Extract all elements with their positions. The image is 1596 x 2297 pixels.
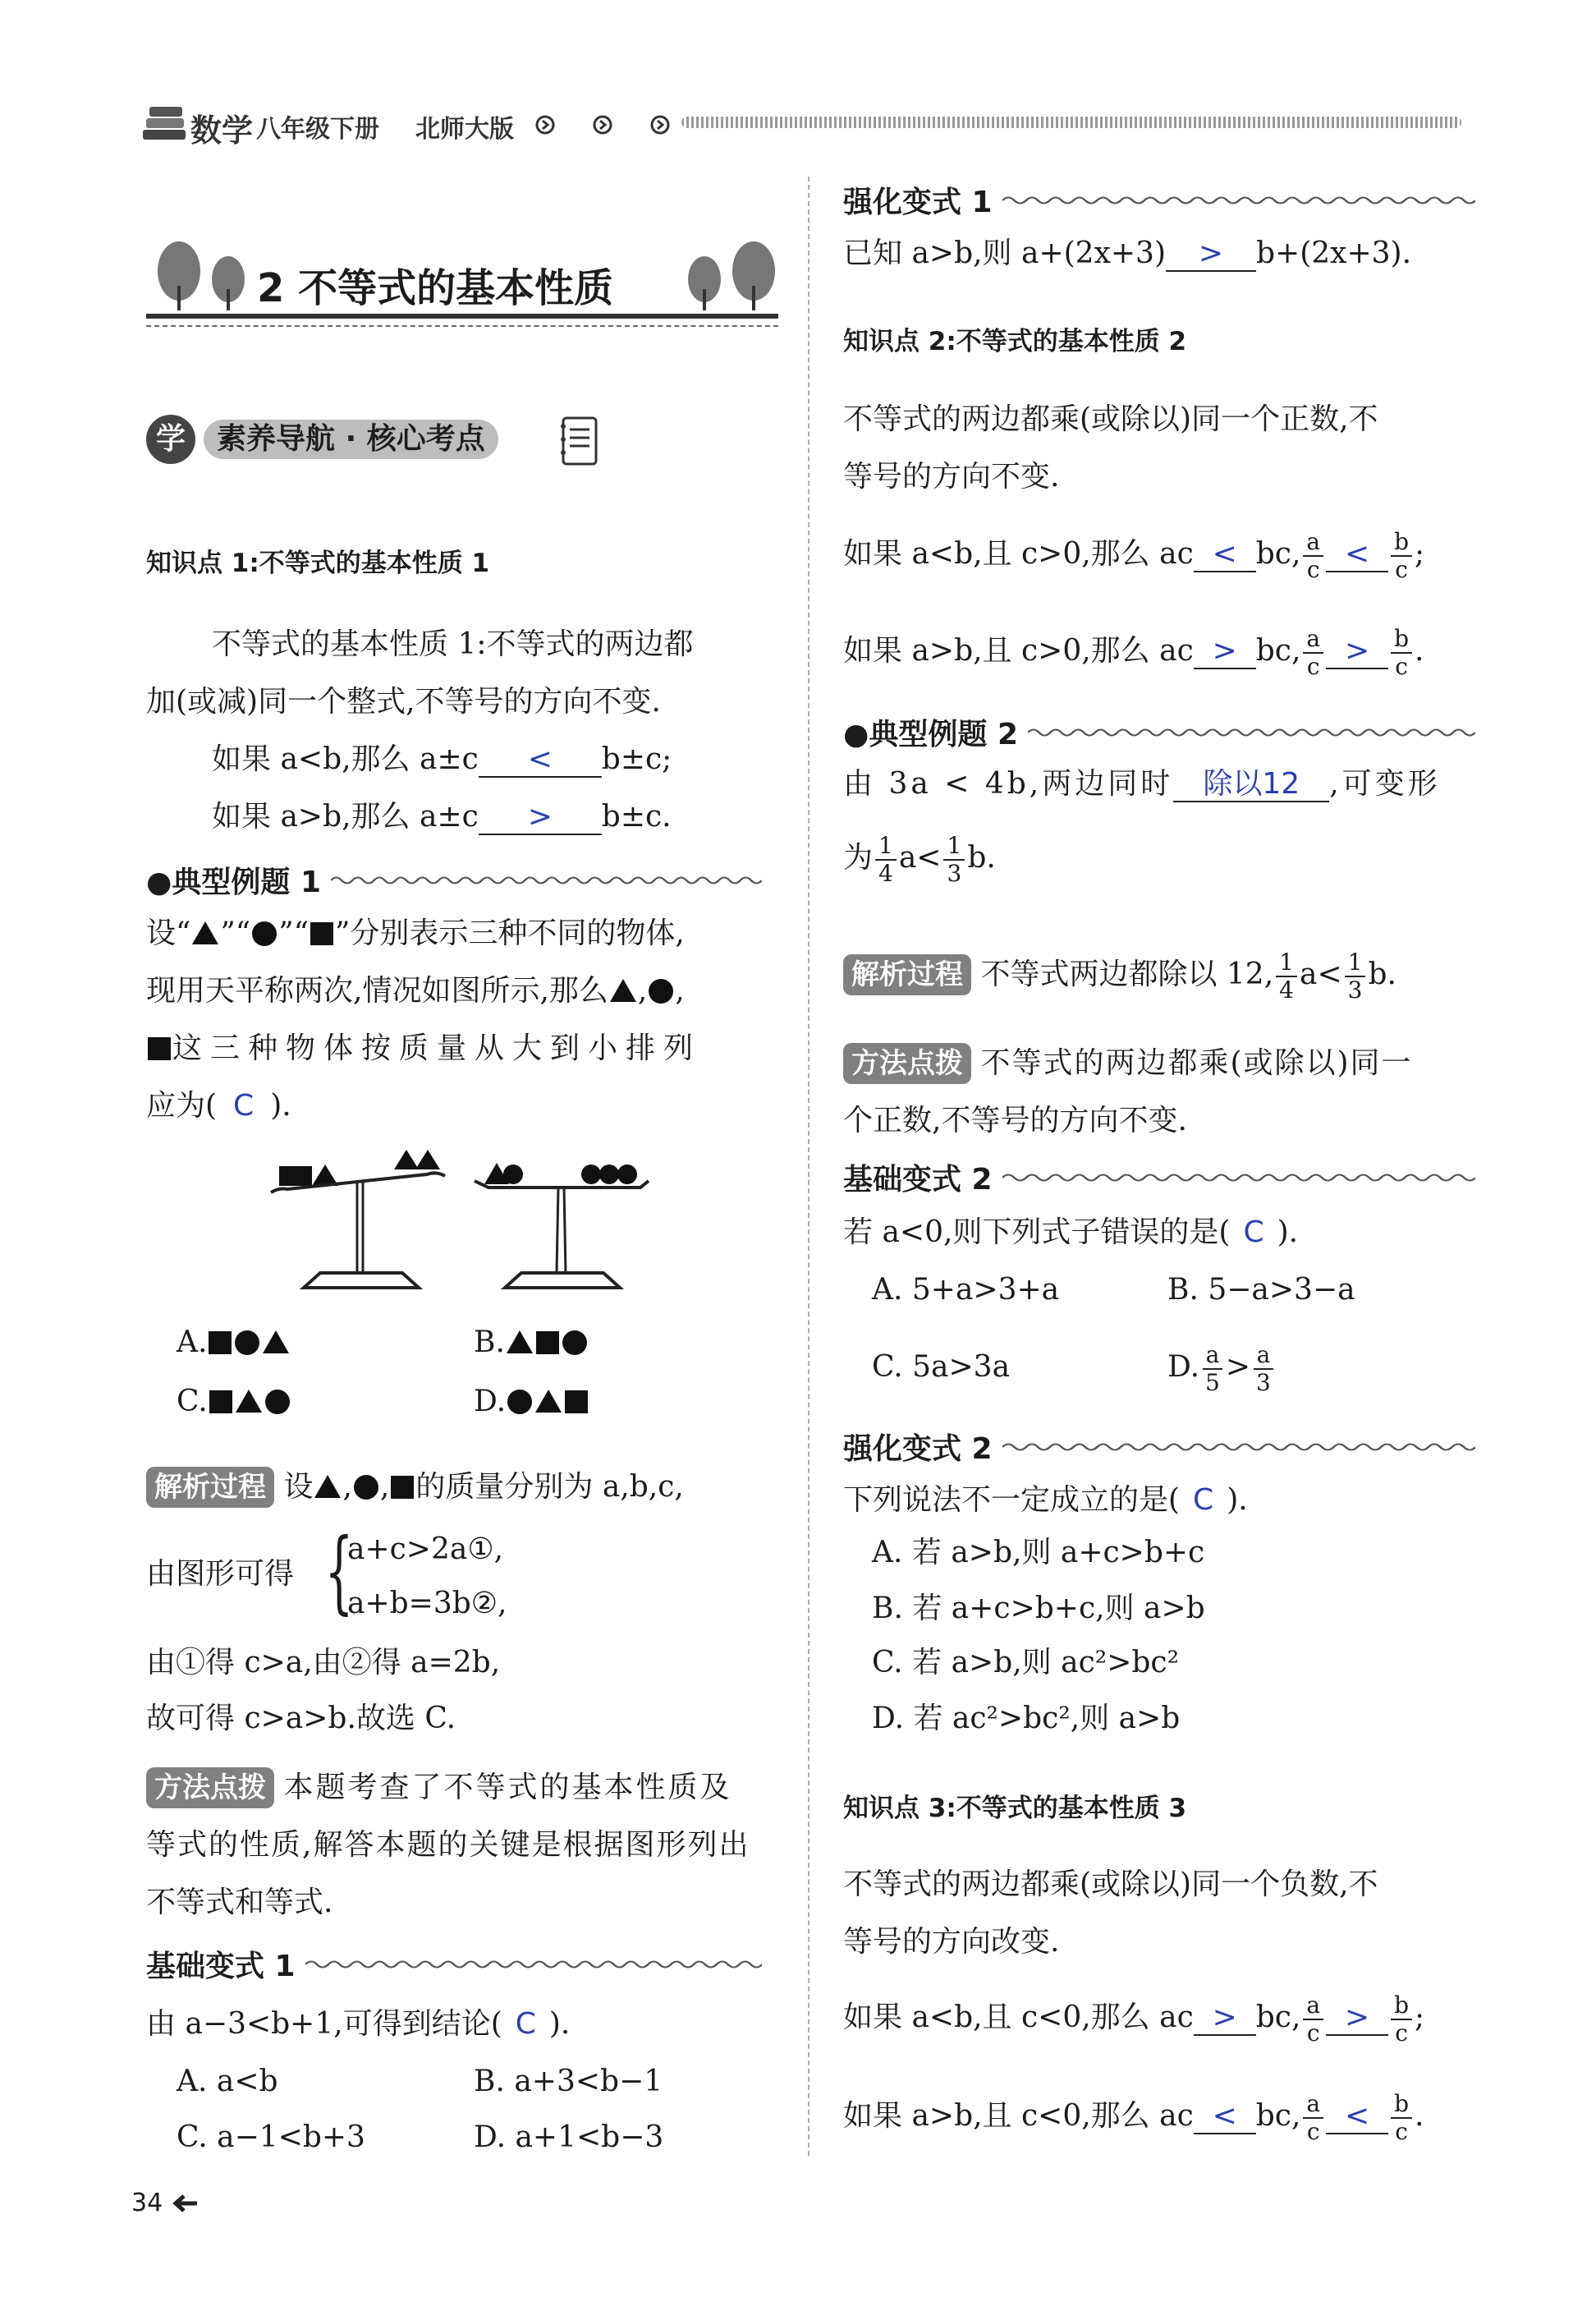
text: ).: [1227, 1483, 1248, 1517]
numerator: 1: [875, 833, 897, 861]
kp1-example-2: [212, 788, 672, 846]
circle-icon: [507, 1390, 532, 1414]
option-letter: A.: [177, 1325, 208, 1359]
denominator: 3: [1347, 976, 1363, 1004]
text: ,: [675, 974, 685, 1008]
fraction: [1303, 626, 1323, 680]
text: 如果 a>b,且 c<0,那么 ac: [843, 2099, 1194, 2133]
text: 如果 a>b,且 c>0,那么 ac: [843, 634, 1194, 668]
answer-choice[interactable]: C: [1193, 1483, 1214, 1517]
example1-heading: [146, 859, 762, 901]
basic2-option-a[interactable]: A. 5+a>3+a: [872, 1273, 1060, 1307]
text: b±c.: [601, 800, 672, 834]
fraction: [1303, 1992, 1323, 2047]
answer-blank[interactable]: 除以12: [1173, 768, 1329, 802]
basic1-option-d[interactable]: D. a+1<b−3: [474, 2120, 664, 2154]
fraction: [1303, 2091, 1323, 2145]
answer-blank[interactable]: >: [1326, 2001, 1388, 2036]
notebook-icon: [557, 415, 599, 467]
analysis-tag: 解析过程: [843, 954, 971, 995]
example2-heading: [843, 711, 1475, 753]
heading-text: 基础变式 2: [843, 1163, 993, 1197]
answer-choice[interactable]: C: [515, 2007, 536, 2041]
answer-blank[interactable]: <: [1326, 2100, 1388, 2134]
text: 由图形可得: [146, 1557, 295, 1591]
triangle-icon: [535, 1390, 562, 1413]
ex2-method-1: [843, 1035, 1413, 1092]
text: ”分别表示三种不同的物体,: [335, 917, 685, 950]
ex1-option-a[interactable]: [177, 1314, 291, 1371]
square-icon: [209, 1390, 232, 1413]
balance-scale-left: [271, 1150, 445, 1288]
fraction: [1391, 529, 1412, 583]
text: .: [1415, 2099, 1424, 2133]
adv2-option-d[interactable]: D. 若 ac²>bc²,则 a>b: [872, 1702, 1181, 1735]
text: b+(2x+3).: [1256, 237, 1412, 270]
numerator: 1: [1276, 949, 1297, 977]
triangle-icon: [610, 979, 636, 1002]
text: ).: [548, 2007, 571, 2041]
answer-choice[interactable]: C: [233, 1089, 255, 1123]
adv2-heading: [843, 1426, 1475, 1468]
answer-blank[interactable]: >: [1194, 635, 1256, 669]
kp3-example-2: [843, 2088, 1424, 2145]
ex1-method-3: 不等式和等式.: [146, 1886, 333, 1919]
ex2-method-2: 个正数,不等号的方向不变.: [843, 1104, 1187, 1137]
numerator: b: [1391, 1992, 1412, 2020]
square-icon: [209, 1331, 232, 1354]
arrow-circle-icon: [535, 115, 555, 135]
kp3-example-1: [843, 1989, 1424, 2047]
kp2-title: 知识点 2:不等式的基本性质 2: [843, 327, 1187, 356]
answer-blank[interactable]: <: [1194, 538, 1256, 572]
brace: {: [324, 1518, 354, 1624]
analysis-tag: 解析过程: [146, 1467, 274, 1508]
arrow-circle-icon: [650, 115, 670, 135]
fraction: [1202, 1342, 1223, 1396]
circle-icon: [354, 1475, 378, 1500]
numerator: b: [1391, 2091, 1412, 2119]
ex1-option-c[interactable]: [177, 1373, 291, 1431]
answer-blank[interactable]: >: [479, 801, 602, 835]
ex1-question-4: [146, 1077, 291, 1135]
text: ,: [637, 974, 648, 1008]
denominator: 4: [1279, 976, 1294, 1004]
adv1-question: [843, 225, 1411, 283]
answer-blank[interactable]: <: [479, 743, 602, 778]
circle-icon: [252, 921, 277, 946]
basic1-option-a[interactable]: A. a<b: [177, 2065, 278, 2098]
ex1-analysis-4: 故可得 c>a>b.故选 C.: [146, 1702, 456, 1735]
text: 设: [283, 1470, 314, 1504]
circle-icon: [562, 1330, 587, 1355]
adv2-question: [843, 1472, 1248, 1529]
adv2-option-c[interactable]: C. 若 a>b,则 ac²>bc²: [872, 1646, 1180, 1679]
denominator: c: [1306, 2118, 1320, 2145]
heading-text: ●典型例题 2: [843, 718, 1018, 751]
balance-scales-figure: [263, 1150, 673, 1306]
denominator: c: [1395, 2118, 1408, 2145]
header-subject: 数学: [190, 113, 254, 149]
numerator: a: [1254, 1342, 1274, 1370]
circle-icon: [235, 1330, 259, 1355]
kp3-text-2: 等号的方向改变.: [843, 1925, 1060, 1959]
denominator: c: [1395, 653, 1408, 680]
wavy-rule: [331, 875, 762, 886]
denominator: 3: [1256, 1369, 1271, 1396]
basic2-option-c[interactable]: C. 5a>3a: [872, 1350, 1011, 1384]
text: .: [1415, 634, 1424, 668]
ex1-question-1: [146, 905, 685, 962]
text: 应为(: [146, 1089, 218, 1123]
kp2-text-1: 不等式的两边都乘(或除以)同一个正数,不: [843, 402, 1378, 436]
triangle-icon: [314, 1475, 341, 1498]
page-header: [140, 99, 1470, 156]
text: 不等式的两边都乘(或除以)同一: [980, 1046, 1413, 1080]
section-title: 2 不等式的基本性质: [257, 265, 614, 311]
numerator: b: [1391, 626, 1412, 654]
text: 如果 a>b,那么 a±c: [212, 800, 479, 834]
text: ).: [1277, 1215, 1299, 1249]
fraction: [1345, 949, 1366, 1004]
answer-blank[interactable]: >: [1194, 2001, 1256, 2036]
fraction: [1391, 626, 1412, 680]
tree-icon: [146, 238, 261, 312]
numerator: a: [1303, 1992, 1323, 2020]
text: ).: [270, 1089, 291, 1123]
text: 由 3a < 4b,两边同时: [843, 767, 1174, 801]
basic2-heading: [843, 1156, 1475, 1198]
fraction: [1303, 529, 1323, 583]
answer-blank[interactable]: <: [1194, 2100, 1256, 2134]
kp3-text-1: 不等式的两边都乘(或除以)同一个负数,不: [843, 1867, 1378, 1901]
fraction: [875, 833, 897, 887]
kp3-title: 知识点 3:不等式的基本性质 3: [843, 1794, 1187, 1823]
denominator: c: [1306, 556, 1320, 583]
arrow-left-icon: [171, 2193, 199, 2214]
kp2-text-2: 等号的方向不变.: [843, 460, 1060, 494]
text: bc,: [1255, 634, 1301, 668]
ex2-analysis: [843, 946, 1396, 1004]
heading-text: 基础变式 1: [146, 1950, 296, 1983]
wavy-rule: [1002, 1441, 1475, 1453]
wavy-rule: [1002, 1172, 1475, 1183]
answer-blank[interactable]: >: [1166, 237, 1256, 272]
text: 由 a−3<b+1,可得到结论(: [146, 2007, 502, 2041]
wavy-rule: [305, 1959, 762, 1970]
text: 为: [843, 841, 874, 875]
text: ;: [1415, 2001, 1425, 2034]
balance-scale-right: [475, 1163, 649, 1288]
text: 现用天平称两次,情况如图所示,那么: [146, 974, 608, 1008]
option-letter: C.: [177, 1385, 208, 1418]
kp2-example-2: [843, 622, 1424, 680]
text: 设“: [146, 917, 191, 950]
books-icon: [140, 99, 190, 148]
triangle-icon: [236, 1390, 262, 1413]
answer-choice[interactable]: C: [1243, 1215, 1264, 1249]
basic1-option-b[interactable]: B. a+3<b−1: [474, 2065, 663, 2098]
square-icon: [148, 1037, 171, 1060]
heading-text: 强化变式 2: [843, 1432, 993, 1466]
circle-icon: [649, 979, 673, 1004]
denominator: 3: [947, 860, 962, 887]
kp1-text-2: 加(或减)同一个整式,不等号的方向不变.: [146, 685, 661, 719]
text: >: [1225, 1350, 1251, 1384]
ex1-option-d[interactable]: [474, 1373, 589, 1431]
wavy-rule: [1028, 727, 1475, 738]
kp1-text-1: 不等式的基本性质 1:不等式的两边都: [212, 627, 694, 661]
text: a<: [1299, 958, 1342, 991]
denominator: c: [1395, 2019, 1408, 2047]
numerator: a: [1203, 1342, 1223, 1370]
nav-banner: [146, 415, 606, 467]
header-edition: 北师大版: [415, 115, 514, 144]
kp1-title: 知识点 1:不等式的基本性质 1: [146, 549, 490, 578]
option-letter: D.: [1167, 1350, 1200, 1384]
basic1-heading: [146, 1943, 762, 1985]
triangle-icon: [507, 1330, 533, 1353]
answer-blank[interactable]: >: [1326, 635, 1388, 669]
ex1-method-2: 等式的性质,解答本题的关键是根据图形列出: [146, 1828, 750, 1862]
text: b.: [1368, 958, 1396, 991]
basic2-option-b[interactable]: B. 5−a>3−a: [1167, 1273, 1355, 1307]
text: 这三种物体按质量从大到小排列: [172, 1031, 702, 1065]
text: bc,: [1255, 2099, 1301, 2133]
text: ,: [379, 1470, 390, 1504]
numerator: b: [1391, 529, 1412, 557]
text: ”“: [220, 917, 251, 950]
denominator: c: [1306, 2019, 1320, 2047]
numerator: a: [1303, 529, 1323, 557]
arrow-circle-icon: [593, 115, 612, 135]
ex2-question-2: [843, 829, 996, 887]
square-icon: [565, 1390, 588, 1413]
adv2-option-b[interactable]: B. 若 a+c>b+c,则 a>b: [872, 1592, 1205, 1625]
text: ;: [1415, 537, 1425, 571]
banner-label: 素养导航 · 核心考点: [204, 420, 498, 459]
fraction: [1391, 1992, 1412, 2047]
ex1-option-b[interactable]: [474, 1314, 589, 1371]
ex1-method-1: [146, 1759, 732, 1817]
header-grade: 八年级下册: [256, 115, 379, 144]
text: b.: [967, 841, 996, 875]
text: 下列说法不一定成立的是(: [843, 1483, 1181, 1517]
ex1-analysis-3: 由①得 c>a,由②得 a=2b,: [146, 1646, 501, 1679]
square-icon: [391, 1476, 414, 1499]
text: 不等式两边都除以 12,: [980, 958, 1274, 991]
basic1-option-c[interactable]: C. a−1<b+3: [177, 2120, 365, 2154]
denominator: 5: [1205, 1369, 1220, 1396]
kp2-example-1: [843, 526, 1424, 583]
square-icon: [310, 922, 333, 945]
text: bc,: [1255, 2001, 1301, 2034]
section-title-block: [146, 238, 778, 328]
denominator: 4: [878, 860, 893, 887]
ex2-question-1: [843, 756, 1441, 813]
text: ,可变形: [1329, 767, 1441, 801]
adv1-heading: [843, 179, 1475, 221]
text: 若 a<0,则下列式子错误的是(: [843, 1215, 1231, 1249]
tree-icon: [672, 238, 787, 312]
equation: a+c>2a①,: [347, 1532, 504, 1566]
equation: a+b=3b②,: [347, 1587, 507, 1620]
adv2-option-a[interactable]: A. 若 a>b,则 a+c>b+c: [872, 1536, 1205, 1569]
heading-text: ●典型例题 1: [146, 866, 321, 899]
fraction: [943, 833, 965, 887]
denominator: c: [1306, 653, 1320, 680]
ex1-question-2: [146, 962, 685, 1020]
column-divider: [808, 177, 809, 2156]
text: ”“: [278, 917, 310, 950]
text: a<: [898, 841, 942, 875]
option-letter: B.: [474, 1325, 505, 1359]
ex1-question-3: [146, 1020, 701, 1077]
heading-text: 强化变式 1: [843, 186, 993, 219]
text: 如果 a<b,那么 a±c: [212, 742, 479, 776]
page-number: [131, 2189, 199, 2217]
basic2-option-d[interactable]: [1167, 1339, 1277, 1396]
fraction: [1391, 2091, 1412, 2145]
square-icon: [536, 1331, 559, 1354]
answer-blank[interactable]: <: [1326, 538, 1388, 572]
numerator: 1: [1345, 949, 1366, 977]
text: 本题考查了不等式的基本性质及: [283, 1771, 732, 1804]
option-letter: D.: [474, 1385, 507, 1418]
title-dashed-rule: [146, 325, 778, 327]
fraction: [1253, 1342, 1274, 1396]
page-number-text: 34: [131, 2189, 163, 2217]
header-rule: [681, 117, 1461, 128]
banner-badge: 学: [146, 415, 195, 464]
triangle-icon: [192, 921, 218, 944]
text: 如果 a<b,且 c<0,那么 ac: [843, 2001, 1194, 2034]
triangle-icon: [263, 1330, 289, 1353]
fraction: [1276, 949, 1297, 1004]
wavy-rule: [1002, 195, 1475, 206]
text: ,: [342, 1470, 352, 1504]
text: 的质量分别为 a,b,c,: [415, 1470, 684, 1504]
title-underline: [146, 314, 778, 319]
numerator: a: [1303, 2091, 1323, 2119]
numerator: 1: [943, 833, 965, 861]
basic2-question: [843, 1204, 1298, 1261]
text: 已知 a>b,则 a+(2x+3): [843, 237, 1166, 270]
denominator: c: [1395, 556, 1408, 583]
text: 如果 a<b,且 c>0,那么 ac: [843, 537, 1194, 571]
ex1-analysis-system: [146, 1518, 639, 1628]
kp1-example-1: [212, 731, 672, 788]
ex1-analysis-1: [146, 1459, 684, 1516]
method-tag: 方法点拨: [843, 1043, 971, 1084]
basic1-question: [146, 1996, 570, 2053]
text: b±c;: [601, 742, 672, 776]
method-tag: 方法点拨: [146, 1767, 274, 1808]
numerator: a: [1303, 626, 1323, 654]
text: bc,: [1255, 537, 1301, 571]
circle-icon: [265, 1390, 290, 1414]
